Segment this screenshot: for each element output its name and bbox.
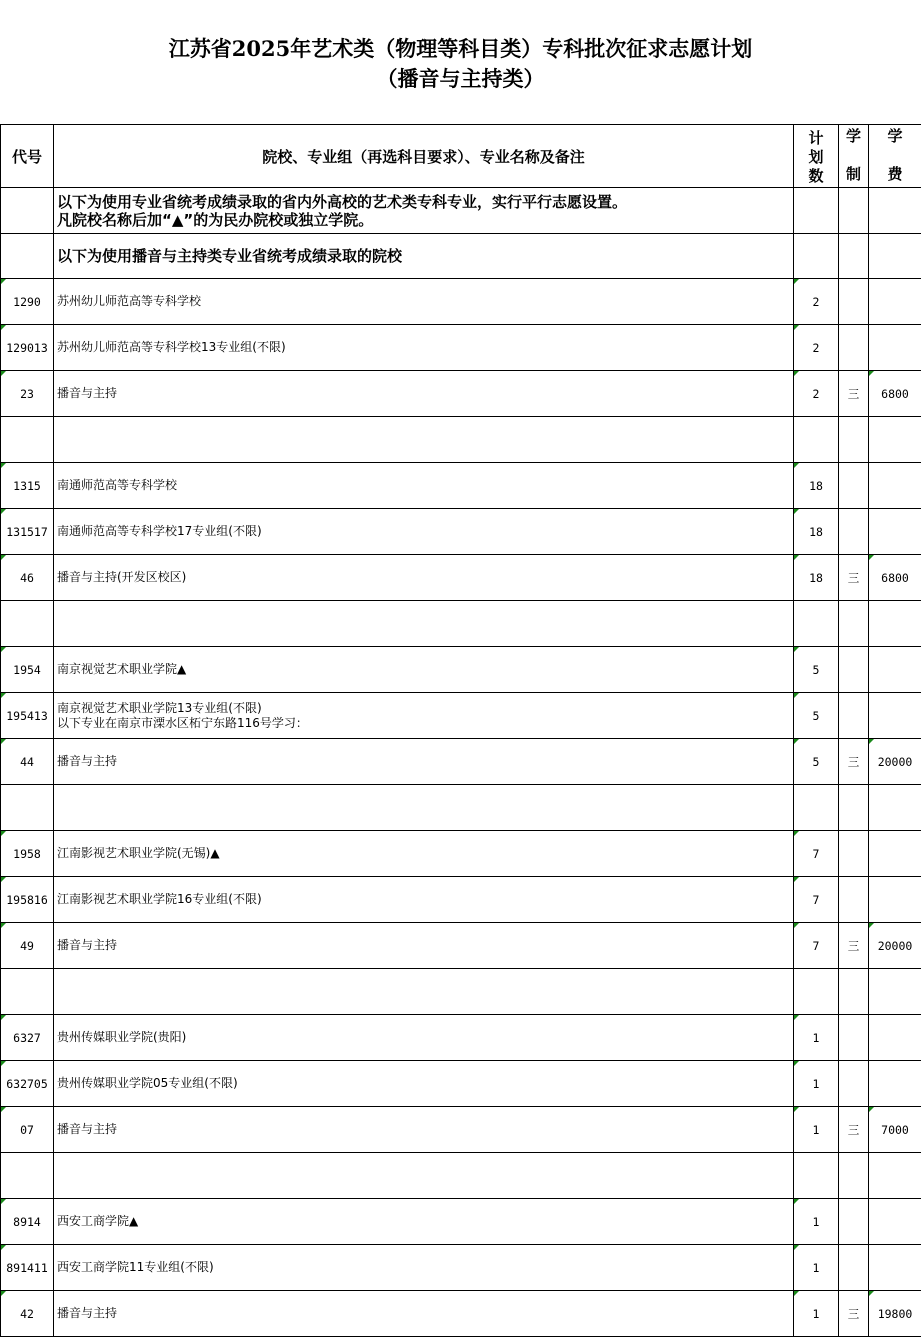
plan-cell (794, 785, 839, 831)
code-cell: 42 (1, 1291, 54, 1337)
fee-cell (869, 877, 921, 923)
plan-cell: 1 (794, 1245, 839, 1291)
fee-cell (869, 831, 921, 877)
name-text: 播音与主持 (57, 938, 118, 952)
code-cell: 1958 (1, 831, 54, 877)
years-cell (839, 647, 869, 693)
empty-cell (794, 188, 839, 234)
table-row (1, 739, 921, 785)
code-cell: 07 (1, 1107, 54, 1153)
code-cell: 1954 (1, 647, 54, 693)
fee-cell (869, 463, 921, 509)
code-cell (1, 417, 54, 463)
name-text: 播音与主持 (57, 386, 118, 400)
code-cell: 131517 (1, 509, 54, 555)
name-text: 播音与主持 (57, 1306, 118, 1320)
years-cell (839, 785, 869, 831)
code-cell: 1290 (1, 279, 54, 325)
name-text: 西安工商学院11专业组(不限) (57, 1260, 214, 1274)
table-row (1, 831, 921, 877)
name-cell (54, 877, 794, 923)
years-cell (839, 831, 869, 877)
name-cell (54, 1245, 794, 1291)
years-cell: 三 (839, 1291, 869, 1337)
code-cell: 891411 (1, 1245, 54, 1291)
fee-cell (869, 693, 921, 739)
plan-cell: 1 (794, 1107, 839, 1153)
code-cell (1, 601, 54, 647)
name-text: 江南影视艺术职业学院16专业组(不限) (57, 892, 262, 906)
fee-cell (869, 1061, 921, 1107)
plan-cell: 1 (794, 1015, 839, 1061)
header-row (1, 125, 921, 188)
years-cell (839, 969, 869, 1015)
fee-cell (869, 969, 921, 1015)
table-row (1, 555, 921, 601)
years-cell (839, 1199, 869, 1245)
name-cell (54, 417, 794, 463)
years-cell: 三 (839, 555, 869, 601)
code-cell: 195413 (1, 693, 54, 739)
name-text: 南京视觉艺术职业学院13专业组(不限) (57, 700, 262, 715)
name-cell (54, 509, 794, 555)
code-cell (1, 969, 54, 1015)
code-cell: 129013 (1, 325, 54, 371)
table-row (1, 371, 921, 417)
fee-cell (869, 1153, 921, 1199)
fee-cell: 20000 (869, 923, 921, 969)
enrollment-plan-table (0, 124, 921, 1337)
plan-cell: 1 (794, 1199, 839, 1245)
table-row (1, 647, 921, 693)
years-cell (839, 509, 869, 555)
name-cell (54, 1199, 794, 1245)
header-years-text: 学 制 (845, 127, 861, 183)
name-cell (54, 969, 794, 1015)
code-cell: 44 (1, 739, 54, 785)
empty-cell (839, 234, 869, 279)
table-row (1, 601, 921, 647)
years-cell: 三 (839, 923, 869, 969)
years-cell (839, 1015, 869, 1061)
header-name: 院校、专业组（再选科目要求）、专业名称及备注 (54, 125, 794, 188)
name-cell (54, 1153, 794, 1199)
name-cell (54, 1061, 794, 1107)
plan-cell (794, 601, 839, 647)
code-cell: 6327 (1, 1015, 54, 1061)
note-cell (54, 188, 794, 234)
name-text: 播音与主持(开发区校区) (57, 570, 187, 584)
fee-cell (869, 1245, 921, 1291)
name-cell (54, 555, 794, 601)
table-row (1, 325, 921, 371)
name-text: 苏州幼儿师范高等专科学校 (57, 294, 202, 308)
title-line-1: 江苏省2025年艺术类（物理等科目类）专科批次征求志愿计划 (168, 36, 753, 61)
name-text: 南通师范高等专科学校17专业组(不限) (57, 524, 262, 538)
years-cell (839, 1061, 869, 1107)
name-text: 贵州传媒职业学院05专业组(不限) (57, 1076, 238, 1090)
title-line-2: （播音与主持类） (376, 66, 545, 91)
table-row (1, 1245, 921, 1291)
fee-cell: 7000 (869, 1107, 921, 1153)
plan-cell: 7 (794, 831, 839, 877)
table-row (1, 877, 921, 923)
code-cell (1, 785, 54, 831)
name-cell (54, 601, 794, 647)
years-cell (839, 693, 869, 739)
header-plan (794, 125, 839, 188)
table-row (1, 785, 921, 831)
plan-cell: 2 (794, 325, 839, 371)
years-cell: 三 (839, 371, 869, 417)
table-row (1, 1061, 921, 1107)
fee-cell (869, 601, 921, 647)
table-row (1, 1153, 921, 1199)
header-fee-text: 学 费 (887, 127, 903, 183)
code-cell: 46 (1, 555, 54, 601)
fee-cell (869, 785, 921, 831)
name-text: 南通师范高等专科学校 (57, 478, 178, 492)
name-cell (54, 739, 794, 785)
years-cell (839, 463, 869, 509)
plan-cell: 1 (794, 1061, 839, 1107)
name-cell (54, 371, 794, 417)
plan-cell: 18 (794, 463, 839, 509)
note-line-1: 以下为使用专业省统考成绩录取的省内外高校的艺术类专科专业，实行平行志愿设置。 (57, 192, 628, 211)
table-row (1, 693, 921, 739)
years-cell (839, 417, 869, 463)
fee-cell: 19800 (869, 1291, 921, 1337)
fee-cell: 6800 (869, 555, 921, 601)
table-row (1, 969, 921, 1015)
header-fee (869, 125, 921, 188)
empty-cell (1, 188, 54, 234)
empty-cell (794, 234, 839, 279)
name-cell (54, 463, 794, 509)
years-cell (839, 877, 869, 923)
name-cell (54, 693, 794, 739)
plan-cell: 2 (794, 279, 839, 325)
header-years (839, 125, 869, 188)
plan-cell: 5 (794, 693, 839, 739)
name-cell (54, 647, 794, 693)
name-cell (54, 1291, 794, 1337)
empty-cell (1, 234, 54, 279)
fee-cell (869, 279, 921, 325)
years-cell (839, 325, 869, 371)
years-cell (839, 1153, 869, 1199)
years-cell (839, 601, 869, 647)
code-cell: 8914 (1, 1199, 54, 1245)
name-cell (54, 279, 794, 325)
table-row (1, 463, 921, 509)
plan-cell: 1 (794, 1291, 839, 1337)
years-cell (839, 1245, 869, 1291)
code-cell: 49 (1, 923, 54, 969)
name-text: 播音与主持 (57, 754, 118, 768)
name-cell (54, 1107, 794, 1153)
fee-cell (869, 325, 921, 371)
table-row (1, 923, 921, 969)
table-row (1, 1199, 921, 1245)
plan-cell (794, 1153, 839, 1199)
name-text: 西安工商学院▲ (57, 1214, 139, 1228)
plan-cell: 5 (794, 647, 839, 693)
header-code: 代号 (1, 125, 54, 188)
plan-cell (794, 969, 839, 1015)
years-cell: 三 (839, 1107, 869, 1153)
plan-cell: 2 (794, 371, 839, 417)
page-title (0, 34, 921, 94)
table-row (1, 1291, 921, 1337)
name-text: 贵州传媒职业学院(贵阳) (57, 1030, 187, 1044)
fee-cell (869, 1199, 921, 1245)
code-cell: 195816 (1, 877, 54, 923)
name-cell (54, 785, 794, 831)
name-text: 江南影视艺术职业学院(无锡)▲ (57, 846, 220, 860)
note-line-2: 凡院校名称后加“▲”的为民办院校或独立学院。 (57, 210, 374, 229)
table-row (1, 1015, 921, 1061)
name-cell (54, 1015, 794, 1061)
table-row (1, 509, 921, 555)
plan-cell: 7 (794, 923, 839, 969)
fee-cell (869, 647, 921, 693)
note-row (1, 188, 921, 234)
name-cell (54, 325, 794, 371)
note-row (1, 234, 921, 279)
plan-cell: 7 (794, 877, 839, 923)
name-cell (54, 923, 794, 969)
fee-cell: 20000 (869, 739, 921, 785)
code-cell: 23 (1, 371, 54, 417)
years-cell: 三 (839, 739, 869, 785)
name-text: 南京视觉艺术职业学院▲ (57, 662, 187, 676)
table-row (1, 417, 921, 463)
years-cell (839, 279, 869, 325)
plan-cell: 18 (794, 555, 839, 601)
code-cell: 632705 (1, 1061, 54, 1107)
note-line-3: 以下为使用播音与主持类专业省统考成绩录取的院校 (54, 234, 794, 279)
plan-cell: 5 (794, 739, 839, 785)
fee-cell (869, 1015, 921, 1061)
table-row (1, 1107, 921, 1153)
table-row (1, 279, 921, 325)
fee-cell (869, 509, 921, 555)
fee-cell (869, 417, 921, 463)
name-note: 以下专业在南京市溧水区柘宁东路116号学习： (57, 715, 308, 730)
name-text: 苏州幼儿师范高等专科学校13专业组(不限) (57, 340, 286, 354)
code-cell (1, 1153, 54, 1199)
empty-cell (869, 234, 921, 279)
fee-cell: 6800 (869, 371, 921, 417)
plan-cell (794, 417, 839, 463)
empty-cell (839, 188, 869, 234)
name-cell (54, 831, 794, 877)
empty-cell (869, 188, 921, 234)
plan-cell: 18 (794, 509, 839, 555)
header-plan-text: 计 划 数 (808, 128, 824, 185)
code-cell: 1315 (1, 463, 54, 509)
name-text: 播音与主持 (57, 1122, 118, 1136)
